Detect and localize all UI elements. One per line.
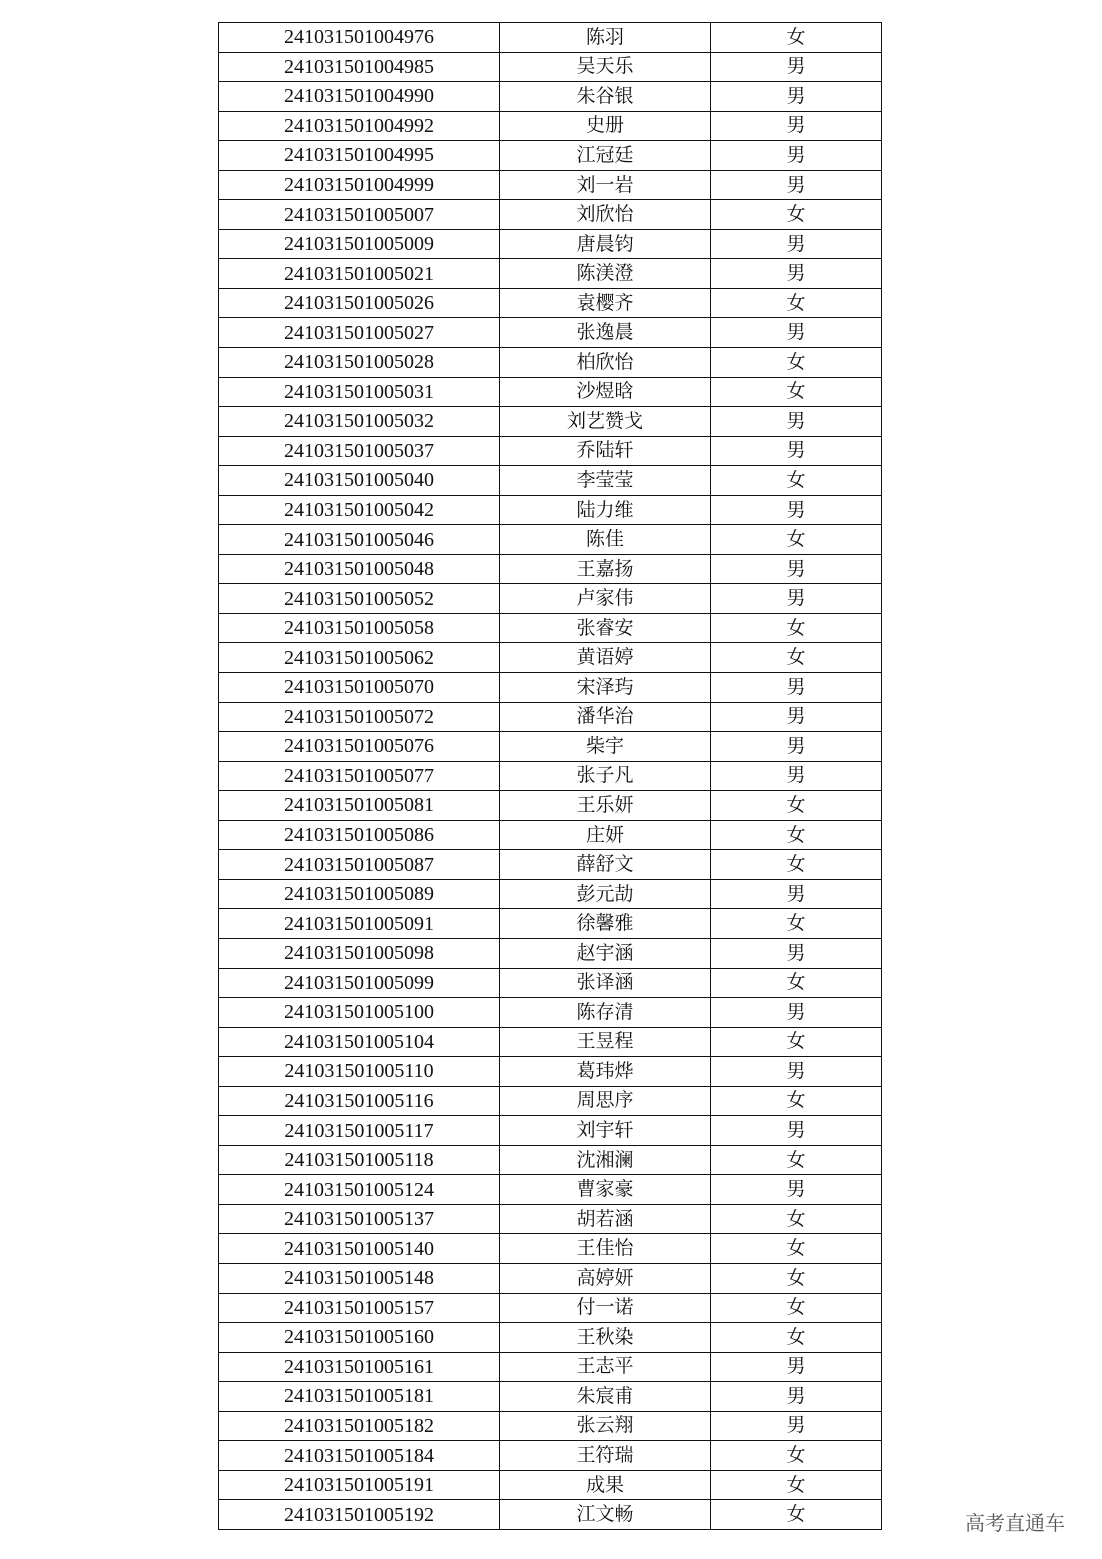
exam-id-cell: 241031501005062: [219, 643, 500, 673]
exam-id-cell: 241031501005027: [219, 318, 500, 348]
table-row: [219, 23, 882, 53]
table-row: [219, 820, 882, 850]
exam-id-cell: 241031501005191: [219, 1470, 500, 1500]
watermark-text: 高考直通车: [965, 1511, 1065, 1535]
table-row: [219, 909, 882, 939]
exam-id-cell: 241031501005140: [219, 1234, 500, 1264]
gender-cell: 女: [711, 1293, 882, 1323]
table-row: [219, 348, 882, 378]
gender-cell: 男: [711, 111, 882, 141]
gender-cell: 男: [711, 732, 882, 762]
student-name-cell: 江冠廷: [500, 141, 711, 171]
exam-id-cell: 241031501004999: [219, 170, 500, 200]
exam-id-cell: 241031501004992: [219, 111, 500, 141]
student-name-cell: 卢家伟: [500, 584, 711, 614]
exam-id-cell: 241031501005026: [219, 288, 500, 318]
exam-id-cell: 241031501005182: [219, 1411, 500, 1441]
exam-id-cell: 241031501005160: [219, 1323, 500, 1353]
student-name-cell: 刘宇轩: [500, 1116, 711, 1146]
exam-id-cell: 241031501005137: [219, 1204, 500, 1234]
student-name-cell: 刘一岩: [500, 170, 711, 200]
exam-id-cell: 241031501005037: [219, 436, 500, 466]
roster-body: [219, 23, 882, 1530]
exam-id-cell: 241031501005184: [219, 1441, 500, 1471]
student-name-cell: 王符瑞: [500, 1441, 711, 1471]
gender-cell: 男: [711, 673, 882, 703]
table-row: [219, 1204, 882, 1234]
student-name-cell: 王嘉扬: [500, 554, 711, 584]
exam-id-cell: 241031501005042: [219, 495, 500, 525]
gender-cell: 男: [711, 1411, 882, 1441]
gender-cell: 女: [711, 1204, 882, 1234]
table-row: [219, 1263, 882, 1293]
student-name-cell: 唐晨钧: [500, 229, 711, 259]
student-name-cell: 袁樱齐: [500, 288, 711, 318]
exam-id-cell: 241031501005040: [219, 466, 500, 496]
gender-cell: 男: [711, 1175, 882, 1205]
exam-id-cell: 241031501005031: [219, 377, 500, 407]
exam-id-cell: 241031501005077: [219, 761, 500, 791]
exam-id-cell: 241031501005100: [219, 998, 500, 1028]
table-row: [219, 1470, 882, 1500]
student-name-cell: 黄语婷: [500, 643, 711, 673]
student-name-cell: 付一诺: [500, 1293, 711, 1323]
gender-cell: 男: [711, 1116, 882, 1146]
exam-id-cell: 241031501005116: [219, 1086, 500, 1116]
exam-id-cell: 241031501004985: [219, 52, 500, 82]
gender-cell: 女: [711, 968, 882, 998]
student-name-cell: 史册: [500, 111, 711, 141]
exam-id-cell: 241031501005021: [219, 259, 500, 289]
exam-id-cell: 241031501005007: [219, 200, 500, 230]
student-name-cell: 陆力维: [500, 495, 711, 525]
exam-id-cell: 241031501004990: [219, 82, 500, 112]
gender-cell: 男: [711, 229, 882, 259]
student-name-cell: 沈湘澜: [500, 1145, 711, 1175]
exam-id-cell: 241031501005087: [219, 850, 500, 880]
student-name-cell: 陈羽: [500, 23, 711, 53]
gender-cell: 男: [711, 998, 882, 1028]
table-row: [219, 1293, 882, 1323]
table-row: [219, 259, 882, 289]
gender-cell: 女: [711, 1145, 882, 1175]
gender-cell: 女: [711, 1500, 882, 1530]
gender-cell: 女: [711, 613, 882, 643]
student-name-cell: 柴宇: [500, 732, 711, 762]
gender-cell: 女: [711, 850, 882, 880]
gender-cell: 男: [711, 761, 882, 791]
table-row: [219, 1234, 882, 1264]
student-name-cell: 张逸晨: [500, 318, 711, 348]
gender-cell: 男: [711, 1352, 882, 1382]
gender-cell: 男: [711, 1382, 882, 1412]
table-row: [219, 673, 882, 703]
student-name-cell: 王秋染: [500, 1323, 711, 1353]
table-row: [219, 643, 882, 673]
exam-id-cell: 241031501005124: [219, 1175, 500, 1205]
gender-cell: 女: [711, 23, 882, 53]
gender-cell: 女: [711, 1263, 882, 1293]
student-name-cell: 王佳怡: [500, 1234, 711, 1264]
table-row: [219, 1323, 882, 1353]
table-row: [219, 318, 882, 348]
student-name-cell: 庄妍: [500, 820, 711, 850]
student-name-cell: 朱谷银: [500, 82, 711, 112]
exam-id-cell: 241031501005058: [219, 613, 500, 643]
gender-cell: 女: [711, 1441, 882, 1471]
student-name-cell: 乔陆轩: [500, 436, 711, 466]
student-name-cell: 徐馨雅: [500, 909, 711, 939]
gender-cell: 女: [711, 466, 882, 496]
gender-cell: 女: [711, 1234, 882, 1264]
gender-cell: 男: [711, 702, 882, 732]
table-row: [219, 1411, 882, 1441]
gender-cell: 男: [711, 879, 882, 909]
student-name-cell: 张子凡: [500, 761, 711, 791]
exam-id-cell: 241031501005046: [219, 525, 500, 555]
gender-cell: 女: [711, 348, 882, 378]
gender-cell: 男: [711, 584, 882, 614]
student-name-cell: 柏欣怡: [500, 348, 711, 378]
gender-cell: 女: [711, 288, 882, 318]
gender-cell: 男: [711, 318, 882, 348]
gender-cell: 女: [711, 820, 882, 850]
table-row: [219, 702, 882, 732]
table-row: [219, 732, 882, 762]
table-row: [219, 141, 882, 171]
table-row: [219, 1441, 882, 1471]
student-name-cell: 彭元劼: [500, 879, 711, 909]
table-row: [219, 1057, 882, 1087]
table-row: [219, 1145, 882, 1175]
student-name-cell: 刘艺赞戈: [500, 407, 711, 437]
gender-cell: 女: [711, 1027, 882, 1057]
table-row: [219, 82, 882, 112]
table-row: [219, 998, 882, 1028]
exam-id-cell: 241031501005117: [219, 1116, 500, 1146]
gender-cell: 女: [711, 909, 882, 939]
table-row: [219, 466, 882, 496]
student-name-cell: 张云翔: [500, 1411, 711, 1441]
student-name-cell: 赵宇涵: [500, 938, 711, 968]
gender-cell: 男: [711, 436, 882, 466]
table-row: [219, 761, 882, 791]
exam-id-cell: 241031501005104: [219, 1027, 500, 1057]
student-name-cell: 薛舒文: [500, 850, 711, 880]
exam-id-cell: 241031501005009: [219, 229, 500, 259]
gender-cell: 男: [711, 938, 882, 968]
student-name-cell: 吴天乐: [500, 52, 711, 82]
gender-cell: 女: [711, 377, 882, 407]
table-row: [219, 968, 882, 998]
gender-cell: 男: [711, 495, 882, 525]
table-row: [219, 170, 882, 200]
gender-cell: 男: [711, 259, 882, 289]
table-row: [219, 554, 882, 584]
gender-cell: 女: [711, 200, 882, 230]
student-name-cell: 成果: [500, 1470, 711, 1500]
table-row: [219, 1382, 882, 1412]
gender-cell: 女: [711, 643, 882, 673]
student-name-cell: 王乐妍: [500, 791, 711, 821]
table-row: [219, 1500, 882, 1530]
gender-cell: 男: [711, 141, 882, 171]
table-row: [219, 111, 882, 141]
exam-id-cell: 241031501005052: [219, 584, 500, 614]
exam-id-cell: 241031501005148: [219, 1263, 500, 1293]
exam-id-cell: 241031501005032: [219, 407, 500, 437]
exam-id-cell: 241031501005192: [219, 1500, 500, 1530]
table-row: [219, 1027, 882, 1057]
exam-id-cell: 241031501005076: [219, 732, 500, 762]
student-name-cell: 王志平: [500, 1352, 711, 1382]
gender-cell: 女: [711, 1086, 882, 1116]
student-name-cell: 王昱程: [500, 1027, 711, 1057]
table-row: [219, 377, 882, 407]
exam-id-cell: 241031501005086: [219, 820, 500, 850]
table-row: [219, 229, 882, 259]
exam-id-cell: 241031501005089: [219, 879, 500, 909]
table-row: [219, 525, 882, 555]
gender-cell: 女: [711, 1323, 882, 1353]
student-name-cell: 高婷妍: [500, 1263, 711, 1293]
table-row: [219, 850, 882, 880]
exam-id-cell: 241031501005118: [219, 1145, 500, 1175]
table-row: [219, 938, 882, 968]
exam-id-cell: 241031501005081: [219, 791, 500, 821]
table-row: [219, 436, 882, 466]
exam-id-cell: 241031501005110: [219, 1057, 500, 1087]
gender-cell: 女: [711, 791, 882, 821]
student-name-cell: 胡若涵: [500, 1204, 711, 1234]
table-row: [219, 613, 882, 643]
table-row: [219, 879, 882, 909]
student-name-cell: 周思序: [500, 1086, 711, 1116]
gender-cell: 男: [711, 1057, 882, 1087]
exam-id-cell: 241031501005091: [219, 909, 500, 939]
student-name-cell: 葛玮烨: [500, 1057, 711, 1087]
gender-cell: 女: [711, 525, 882, 555]
student-roster-table: [218, 22, 882, 1530]
gender-cell: 女: [711, 1470, 882, 1500]
student-name-cell: 朱宸甫: [500, 1382, 711, 1412]
exam-id-cell: 241031501005028: [219, 348, 500, 378]
table-row: [219, 791, 882, 821]
table-row: [219, 1086, 882, 1116]
student-name-cell: 张睿安: [500, 613, 711, 643]
exam-id-cell: 241031501005072: [219, 702, 500, 732]
table-row: [219, 407, 882, 437]
table-row: [219, 1352, 882, 1382]
exam-id-cell: 241031501005181: [219, 1382, 500, 1412]
table-row: [219, 1175, 882, 1205]
student-name-cell: 陈存清: [500, 998, 711, 1028]
table-row: [219, 495, 882, 525]
exam-id-cell: 241031501004976: [219, 23, 500, 53]
gender-cell: 男: [711, 170, 882, 200]
table-row: [219, 584, 882, 614]
exam-id-cell: 241031501005099: [219, 968, 500, 998]
exam-id-cell: 241031501005048: [219, 554, 500, 584]
table-row: [219, 288, 882, 318]
exam-id-cell: 241031501005098: [219, 938, 500, 968]
table-row: [219, 1116, 882, 1146]
gender-cell: 男: [711, 82, 882, 112]
exam-id-cell: 241031501005161: [219, 1352, 500, 1382]
student-name-cell: 宋泽玙: [500, 673, 711, 703]
exam-id-cell: 241031501005070: [219, 673, 500, 703]
student-name-cell: 刘欣怡: [500, 200, 711, 230]
exam-id-cell: 241031501005157: [219, 1293, 500, 1323]
student-name-cell: 沙煜晗: [500, 377, 711, 407]
student-name-cell: 江文畅: [500, 1500, 711, 1530]
table-row: [219, 200, 882, 230]
gender-cell: 男: [711, 52, 882, 82]
table-row: [219, 52, 882, 82]
student-name-cell: 陈渼澄: [500, 259, 711, 289]
gender-cell: 男: [711, 407, 882, 437]
student-name-cell: 陈佳: [500, 525, 711, 555]
student-name-cell: 张译涵: [500, 968, 711, 998]
exam-id-cell: 241031501004995: [219, 141, 500, 171]
student-name-cell: 曹家豪: [500, 1175, 711, 1205]
gender-cell: 男: [711, 554, 882, 584]
student-name-cell: 潘华治: [500, 702, 711, 732]
student-name-cell: 李莹莹: [500, 466, 711, 496]
